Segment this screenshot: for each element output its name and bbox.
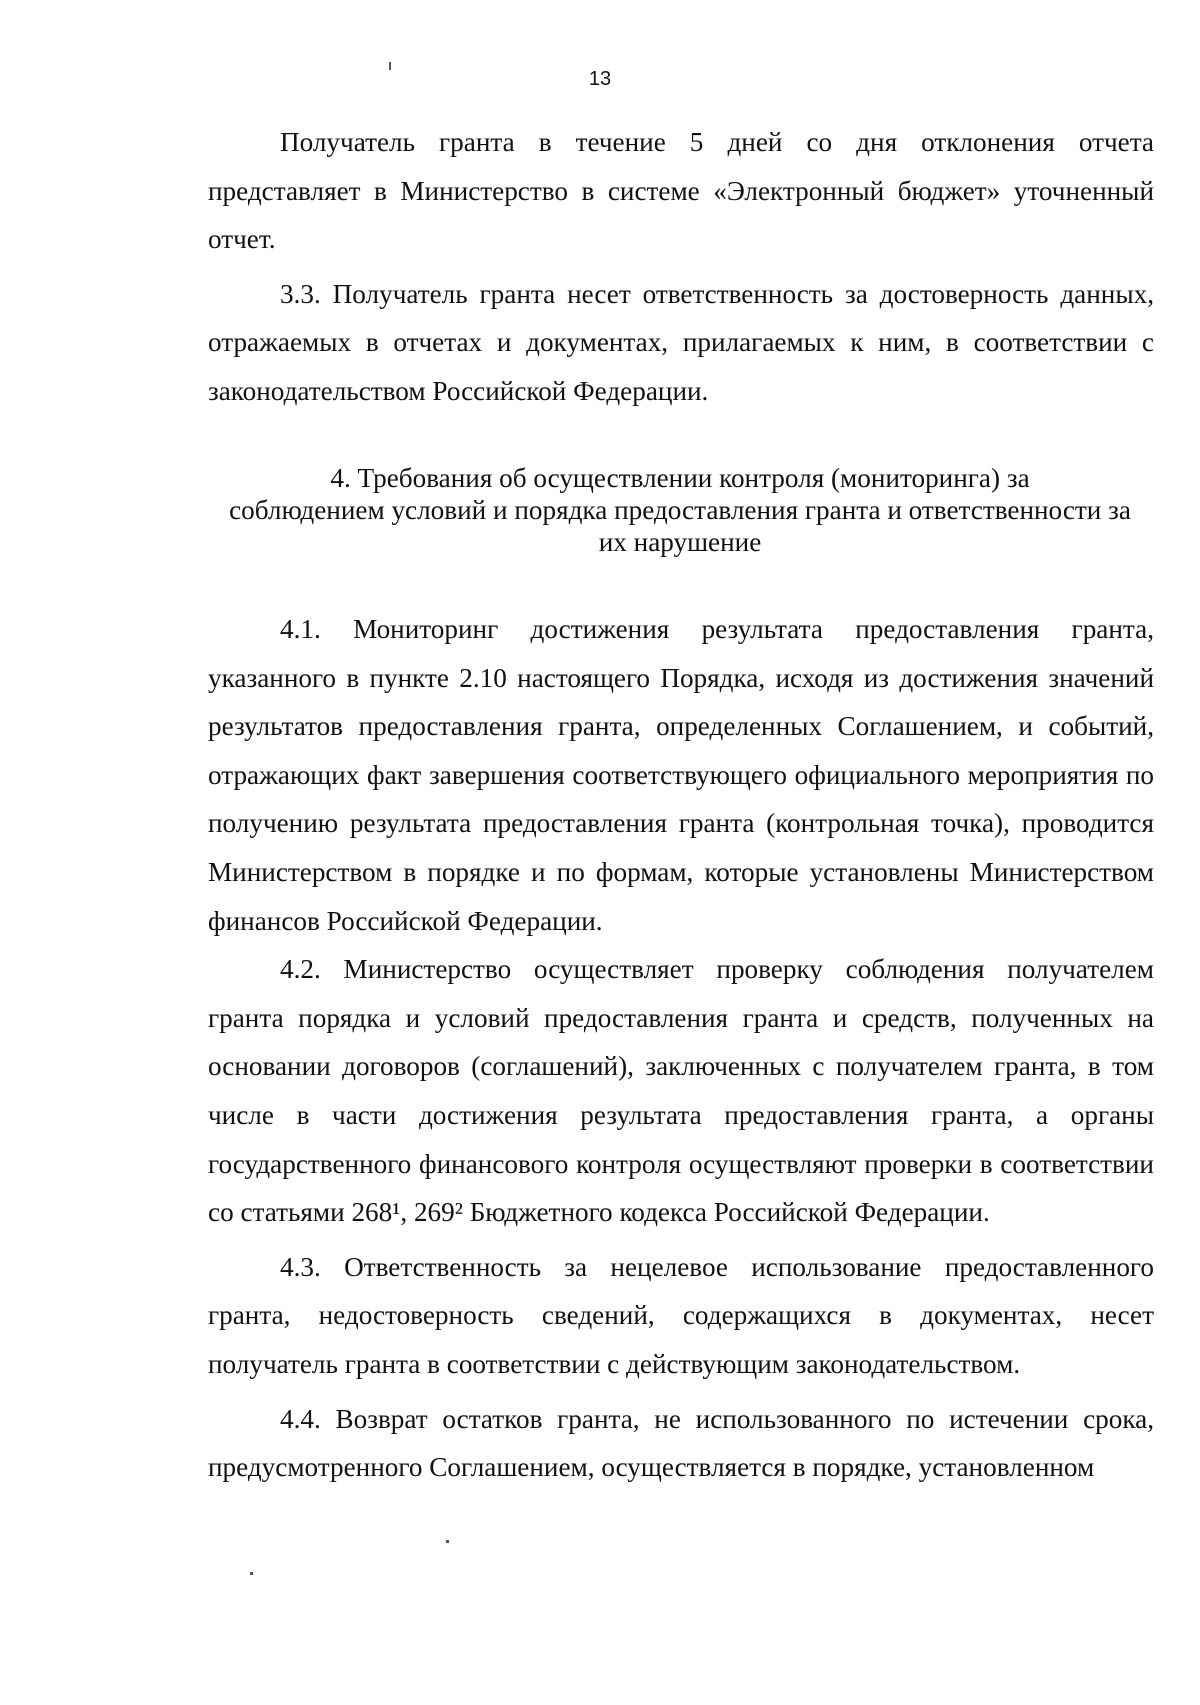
- body-text-top: [208, 118, 1154, 416]
- paragraph-4-3: 4.3. Ответственность за нецелевое использование предоставленного гранта, недостоверность сведений, содержащихся в документах, несет получатель гранта в соответствии с действующим законодательством.: [208, 1251, 1154, 1379]
- paragraph-3-3: 3.3. Получатель гранта несет ответственность за достоверность данных, отражаемых в отчетах и документах, прилагаемых к ним, в соответствии с законодательством Российской Федерации.: [208, 278, 1154, 406]
- paragraph-4-4: 4.4. Возврат остатков гранта, не использованного по истечении срока, предусмотренного Соглашением, осуществляется в порядке, установленном: [208, 1403, 1154, 1483]
- paragraph-report-correction: Получатель гранта в течение 5 дней со дня отклонения отчета представляет в Министерство в системе «Электронный бюджет» уточненный отчет.: [208, 127, 1154, 255]
- section-heading-line-3: их нарушение: [598, 527, 762, 557]
- paragraph-4-1: 4.1. Мониторинг достижения результата предоставления гранта, указанного в пункте 2.10 настоящего Порядка, исходя из достижения значений результатов предоставления гранта, определенных Соглашением, и событий, отражающих факт завершения соответствующего официального мероприятия по получению результата предоставления гранта (контрольная точка), проводится Министерством в порядке и по формам, которые установлены Министерством финансов Российской Федерации.: [208, 614, 1154, 936]
- section-4-body: [208, 605, 1154, 1492]
- section-heading-line-1: 4. Требования об осуществлении контроля (мониторинга) за: [330, 463, 1030, 493]
- scan-speck: [389, 62, 391, 70]
- scan-speck: [446, 1540, 449, 1543]
- page-number: 13: [588, 68, 612, 90]
- scan-speck: [250, 1572, 253, 1575]
- section-heading-line-2: соблюдением условий и порядка предоставления гранта и ответственности за: [229, 495, 1131, 525]
- section-4-heading: [196, 462, 1164, 558]
- paragraph-4-2: 4.2. Министерство осуществляет проверку соблюдения получателем гранта порядка и условий предоставления гранта и средств, полученных на основании договоров (соглашений), заключенных с получателем гранта, в том числе в части достижения результата предоставления гранта, а органы государственного финансового контроля осуществляют проверки в соответствии со статьями 268¹, 269² Бюджетного кодекса Российской Федерации.: [208, 954, 1154, 1228]
